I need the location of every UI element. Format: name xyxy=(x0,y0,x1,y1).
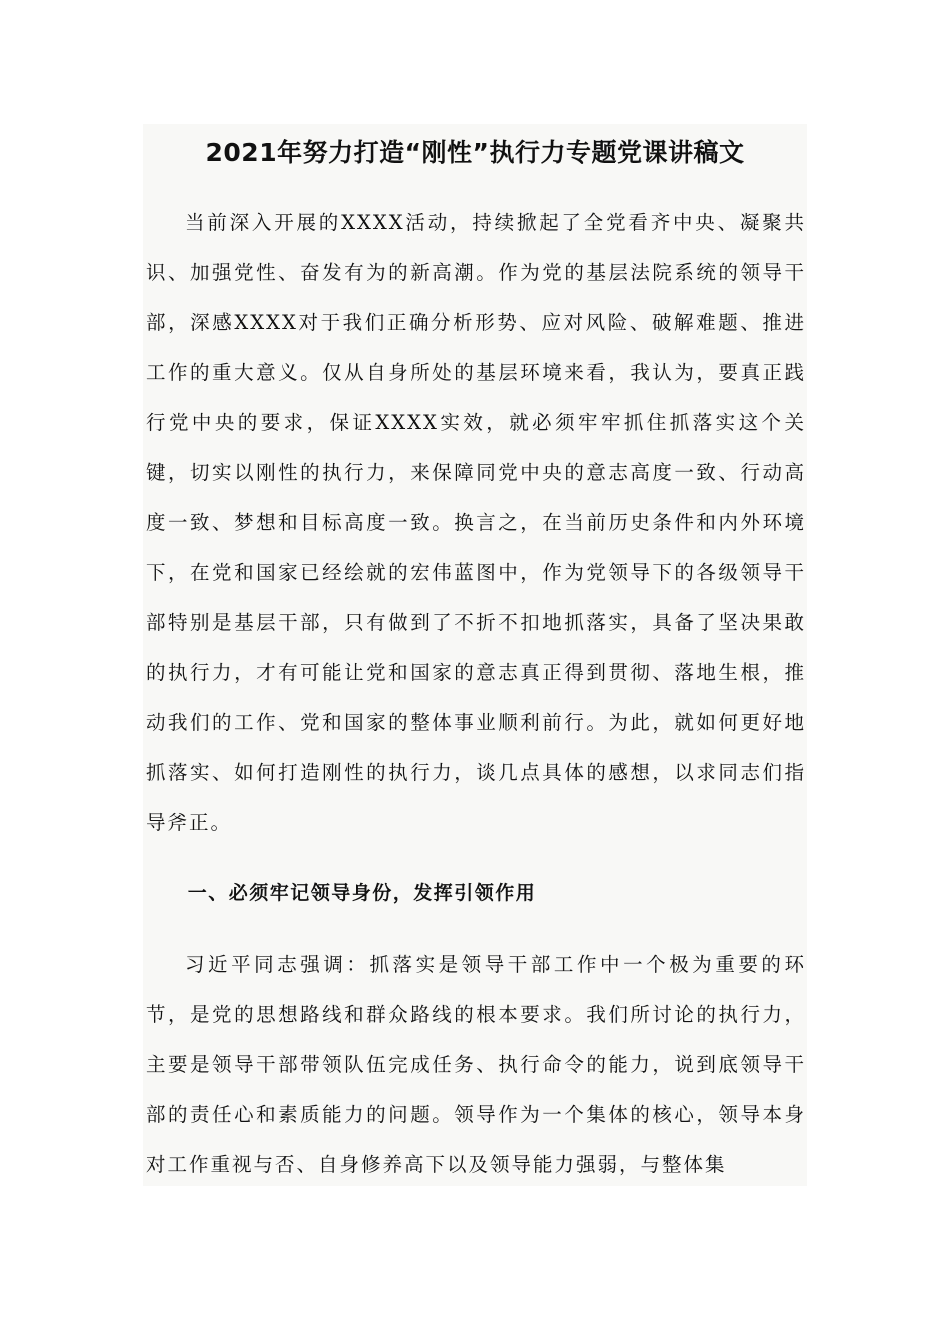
section-1-paragraph: 习近平同志强调：抓落实是领导干部工作中一个极为重要的环节，是党的思想路线和群众路线的根本要求。我们所讨论的执行力，主要是领导干部带领队伍完成任务、执行命令的能力，说到底领导干部的责任心和素质能力的问题。领导作为一个集体的核心，领导本身对工作重视与否、自身修养高下以及领导能力强弱，与整体集 xyxy=(146,953,806,1176)
intro-paragraph: 当前深入开展的XXXX活动，持续掀起了全党看齐中央、凝聚共识、加强党性、奋发有为的新高潮。作为党的基层法院系统的领导干部，深感XXXX对于我们正确分析形势、应对风险、破解难题、推进工作的重大意义。仅从自身所处的基层环境来看，我认为，要真正践行党中央的要求，保证XXXX实效，就必须牢牢抓住抓落实这个关键，切实以刚性的执行力，来保障同党中央的意志高度一致、行动高度一致、梦想和目标高度一致。换言之，在当前历史条件和内外环境下，在党和国家已经绘就的宏伟蓝图中，作为党领导下的各级领导干部特别是基层干部，只有做到了不折不扣地抓落实，具备了坚决果敢的执行力，才有可能让党和国家的意志真正得到贯彻、落地生根，推动我们的工作、党和国家的整体事业顺利前行。为此，就如何更好地抓落实、如何打造刚性的执行力，谈几点具体的感想，以求同志们指导斧正。 xyxy=(146,211,806,834)
document-title: 2021年努力打造“刚性”执行力专题党课讲稿文 xyxy=(205,138,745,167)
section-heading-1: 一、必须牢记领导身份，发挥引领作用 xyxy=(187,882,537,904)
